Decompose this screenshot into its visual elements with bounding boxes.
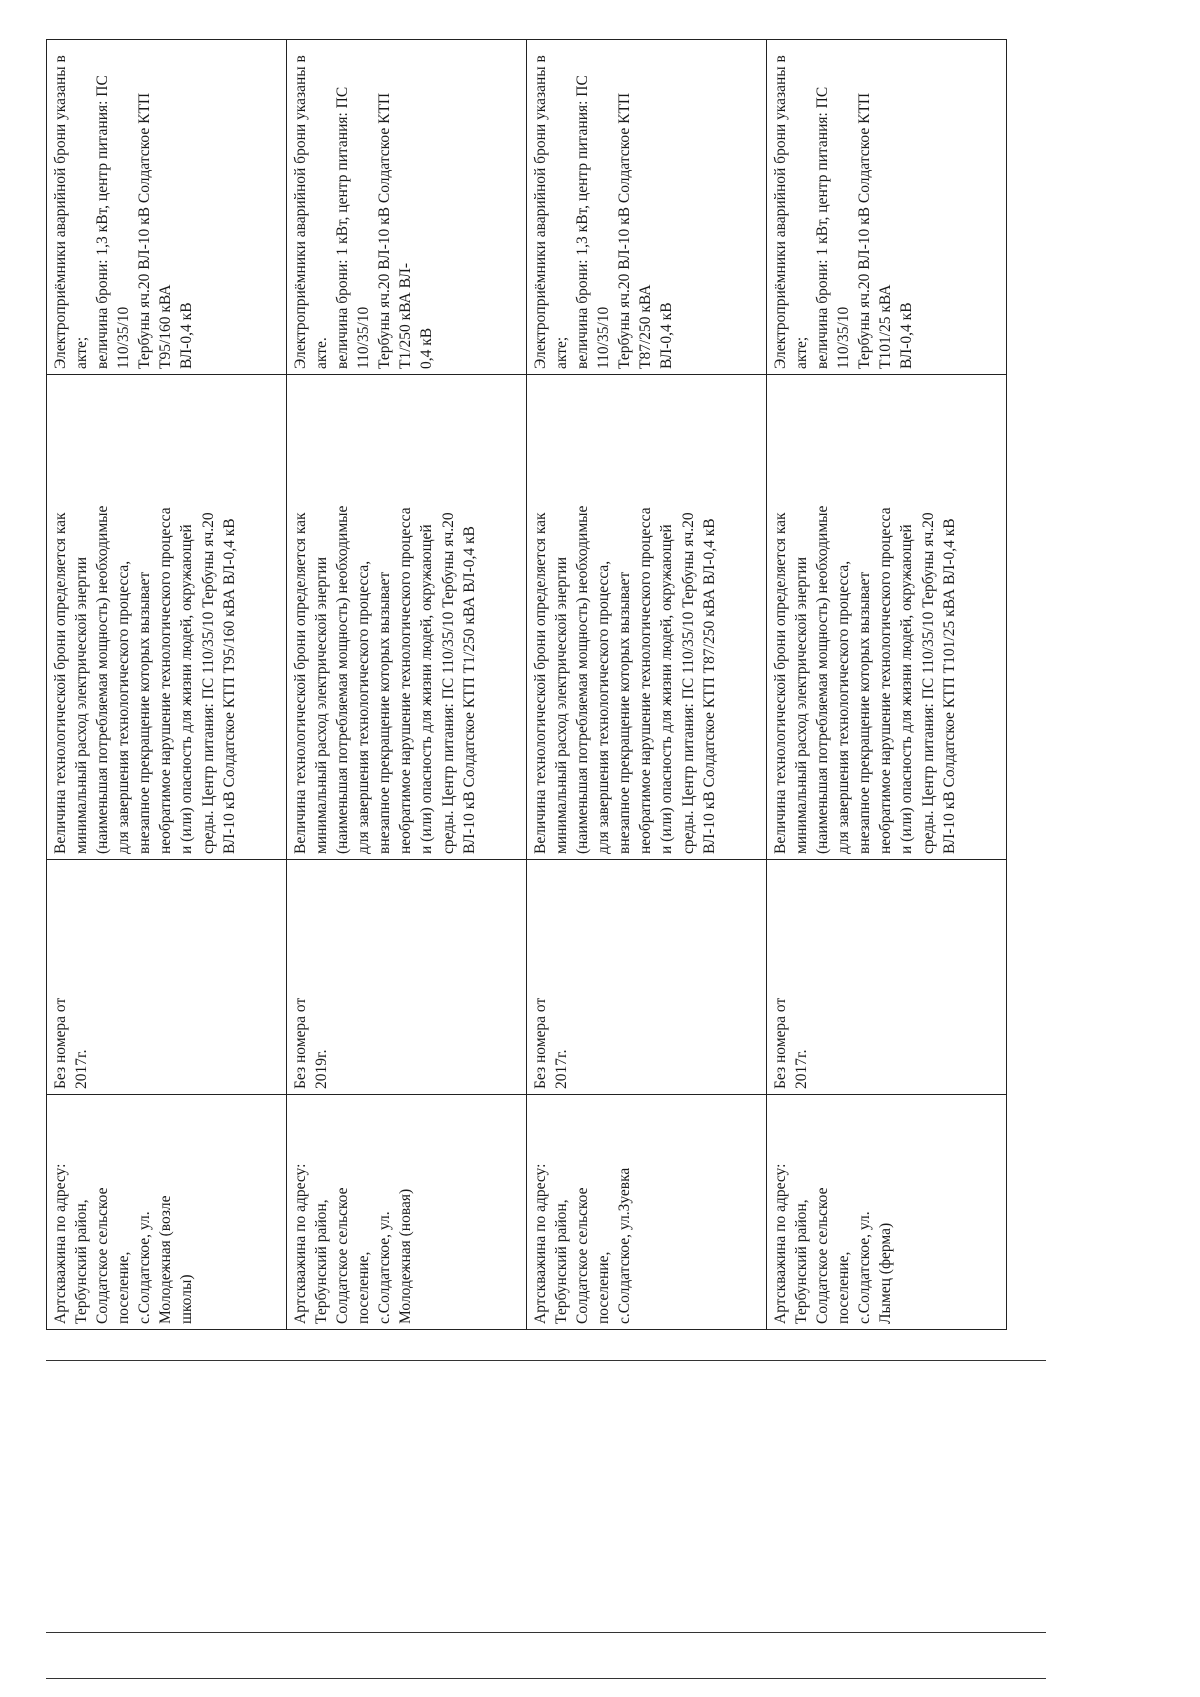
tech-reserve-cell: Величина технологической брони определяется как минимальный расход электрической энергии (наименьшая потребляемая мощность) необходимые для завершения технологического процесса, внезапное прекращение которых вызывает необратимое нарушение технологического процесса и (или) опасность для жизни людей, окружающей среды. Центр питания: ПС 110/35/10 Тербуны яч.20 ВЛ-10 кВ Солдатское КТП Т1/250 кВА ВЛ-0,4 кВ (287, 375, 527, 860)
emergency-reserve-cell: Электроприёмники аварийной брони указаны в акте; величина брони: 1,3 кВт, центр питания: ПС 110/35/10 Тербуны яч.20 ВЛ-10 кВ Солдатское КТП Т87/250 кВА ВЛ-0,4 кВ (527, 40, 767, 375)
address-cell: Артскважина по адресу: Тербунский район, Солдатское сельское поселение, с.Солдатское, ул. Молодежная (возле школы) (47, 1095, 287, 1330)
tech-reserve-cell: Величина технологической брони определяется как минимальный расход электрической энергии (наименьшая потребляемая мощность) необходимые для завершения технологического процесса, внезапное прекращение которых вызывает необратимое нарушение технологического процесса и (или) опасность для жизни людей, окружающей среды. Центр питания: ПС 110/35/10 Тербуны яч.20 ВЛ-10 кВ Солдатское КТП Т95/160 кВА ВЛ-0,4 кВ (47, 375, 287, 860)
emergency-reserve-cell: Электроприёмники аварийной брони указаны в акте; величина брони: 1,3 кВт, центр питания: ПС 110/35/10 Тербуны яч.20 ВЛ-10 кВ Солдатское КТП Т95/160 кВА ВЛ-0,4 кВ (47, 40, 287, 375)
horizontal-rule (46, 1632, 1046, 1633)
act-cell: Без номера от 2017г. (47, 860, 287, 1095)
horizontal-rule (46, 1360, 1046, 1361)
tech-reserve-cell: Величина технологической брони определяется как минимальный расход электрической энергии (наименьшая потребляемая мощность) необходимые для завершения технологического процесса, внезапное прекращение которых вызывает необратимое нарушение технологического процесса и (или) опасность для жизни людей, окружающей среды. Центр питания: ПС 110/35/10 Тербуны яч.20 ВЛ-10 кВ Солдатское КТП Т101/25 кВА ВЛ-0,4 кВ (767, 375, 1007, 860)
act-cell: Без номера от 2017г. (527, 860, 767, 1095)
table-row (287, 40, 527, 1330)
tech-reserve-cell: Величина технологической брони определяется как минимальный расход электрической энергии (наименьшая потребляемая мощность) необходимые для завершения технологического процесса, внезапное прекращение которых вызывает необратимое нарушение технологического процесса и (или) опасность для жизни людей, окружающей среды. Центр питания: ПС 110/35/10 Тербуны яч.20 ВЛ-10 кВ Солдатское КТП Т87/250 кВА ВЛ-0,4 кВ (527, 375, 767, 860)
rotated-table-container (46, 40, 1026, 1330)
address-cell: Артскважина по адресу: Тербунский район, Солдатское сельское поселение, с.Солдатское, ул. Лымец (ферма) (767, 1095, 1007, 1330)
horizontal-rule (46, 1678, 1046, 1679)
table-row (767, 40, 1007, 1330)
emergency-reserve-cell: Электроприёмники аварийной брони указаны в акте; величина брони: 1 кВт, центр питания: ПС 110/35/10 Тербуны яч.20 ВЛ-10 кВ Солдатское КТП Т101/25 кВА ВЛ-0,4 кВ (767, 40, 1007, 375)
emergency-reserve-cell: Электроприёмники аварийной брони указаны в акте. величина брони: 1 кВт, центр питания: ПС 110/35/10 Тербуны яч.20 ВЛ-10 кВ Солдатское КТП Т1/250 кВА ВЛ- 0,4 кВ (287, 40, 527, 375)
table-row (527, 40, 767, 1330)
table-row (47, 40, 287, 1330)
act-cell: Без номера от 2017г. (767, 860, 1007, 1095)
address-cell: Артскважина по адресу: Тербунский район, Солдатское сельское поселение, с.Солдатское, ул.Зуевка (527, 1095, 767, 1330)
act-cell: Без номера от 2019г. (287, 860, 527, 1095)
address-cell: Артскважина по адресу: Тербунский район, Солдатское сельское поселение, с.Солдатское, ул. Молодежная (новая) (287, 1095, 527, 1330)
power-reserve-table (46, 39, 1007, 1330)
